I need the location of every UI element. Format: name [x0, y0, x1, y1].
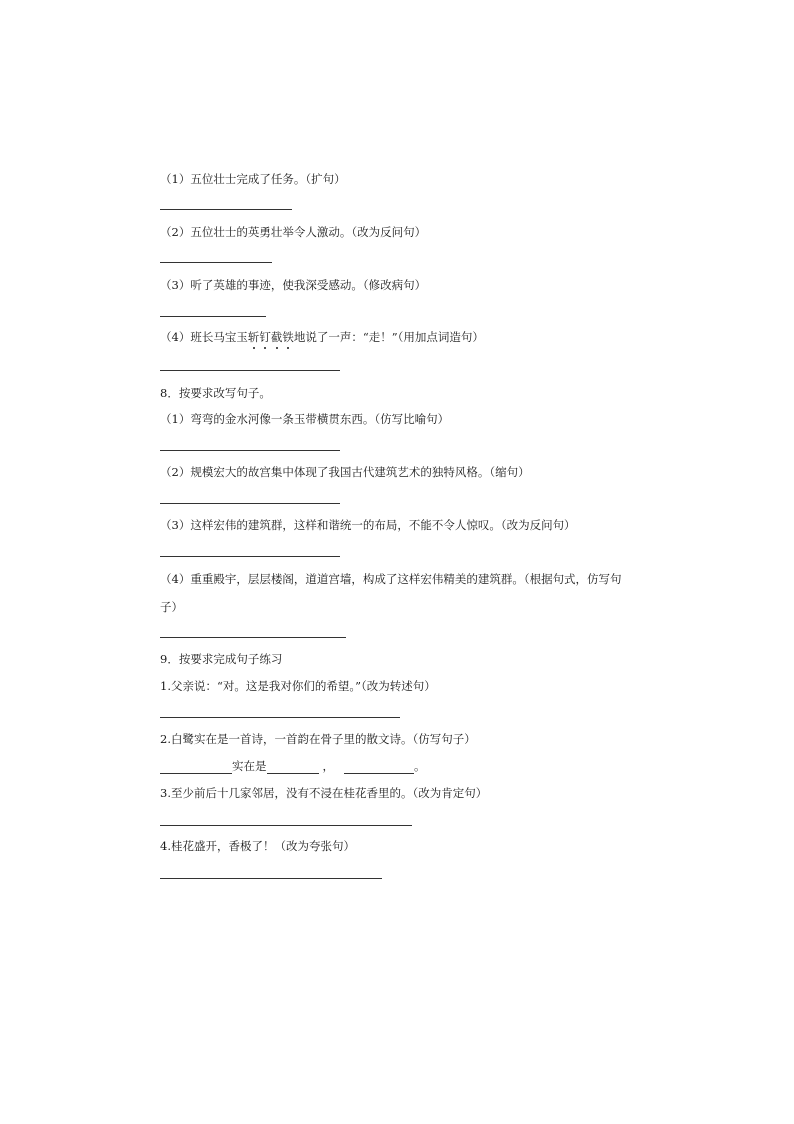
section-9-question-2: 2.白鹭实在是一首诗，一首韵在骨子里的散文诗。（仿写句子） — [160, 732, 476, 746]
answer-line-8-4[interactable] — [160, 637, 346, 638]
answer-line-2[interactable] — [160, 262, 272, 263]
section-8-title: 8．按要求改写句子。 — [160, 386, 271, 400]
section-9-question-3: 3.至少前后十几家邻居，没有不浸在桂花香里的。（改为肯定句） — [160, 786, 488, 800]
fill-text-b: ， — [322, 759, 334, 773]
answer-line-1[interactable] — [160, 209, 292, 210]
answer-line-4[interactable] — [160, 370, 340, 371]
section-8-question-4-line-b: 子） — [160, 600, 183, 614]
question-4-suffix: 地说了一声：“走！”（用加点词造句） — [293, 330, 484, 344]
section-8-question-2: （2）规模宏大的故宫集中体现了我国古代建筑艺术的独特风格。（缩句） — [160, 465, 530, 479]
emphasis-char-4: 铁 — [282, 330, 294, 344]
question-4-make-sentence — [160, 329, 484, 345]
question-3-correct: （3）听了英雄的事迹，使我深受感动。（修改病句） — [160, 278, 427, 292]
emphasis-char-1: 斩 — [247, 330, 260, 344]
answer-line-9-1[interactable] — [160, 717, 400, 718]
fill-text-c: 。 — [414, 759, 426, 773]
answer-line-8-3[interactable] — [160, 556, 340, 557]
section-9-question-1: 1.父亲说：“对。这是我对你们的希望。”（改为转述句） — [160, 679, 436, 693]
question-1-expand: （1）五位壮士完成了任务。（扩句） — [160, 172, 346, 186]
question-4-prefix: （4）班长马宝玉 — [160, 330, 248, 344]
answer-line-9-3[interactable] — [160, 825, 412, 826]
fill-blank-a[interactable] — [160, 761, 232, 774]
emphasis-char-2: 钉 — [259, 330, 271, 344]
section-8-question-4-line-a: （4）重重殿宇，层层楼阁，道道宫墙，构成了这样宏伟精美的建筑群。（根据句式，仿写句 — [160, 572, 622, 586]
section-9-question-2-fill — [160, 758, 426, 774]
answer-line-8-1[interactable] — [160, 450, 340, 451]
section-9-title: 9．按要求完成句子练习 — [160, 652, 283, 666]
fill-blank-c[interactable] — [344, 761, 414, 774]
section-8-question-1: （1）弯弯的金水河像一条玉带横贯东西。（仿写比喻句） — [160, 412, 450, 426]
answer-line-3[interactable] — [160, 316, 266, 317]
section-8-question-3: （3）这样宏伟的建筑群，这样和谐统一的布局，不能不令人惊叹。（改为反问句） — [160, 518, 576, 532]
emphasis-char-3: 截 — [270, 330, 283, 344]
answer-line-8-2[interactable] — [160, 503, 340, 504]
answer-line-9-4[interactable] — [160, 878, 382, 879]
section-9-question-4: 4.桂花盛开，香极了！（改为夸张句） — [160, 839, 355, 853]
fill-blank-b[interactable] — [267, 761, 319, 774]
question-2-rhetorical: （2）五位壮士的英勇壮举令人激动。（改为反问句） — [160, 225, 427, 239]
fill-text-a: 实在是 — [232, 759, 267, 773]
